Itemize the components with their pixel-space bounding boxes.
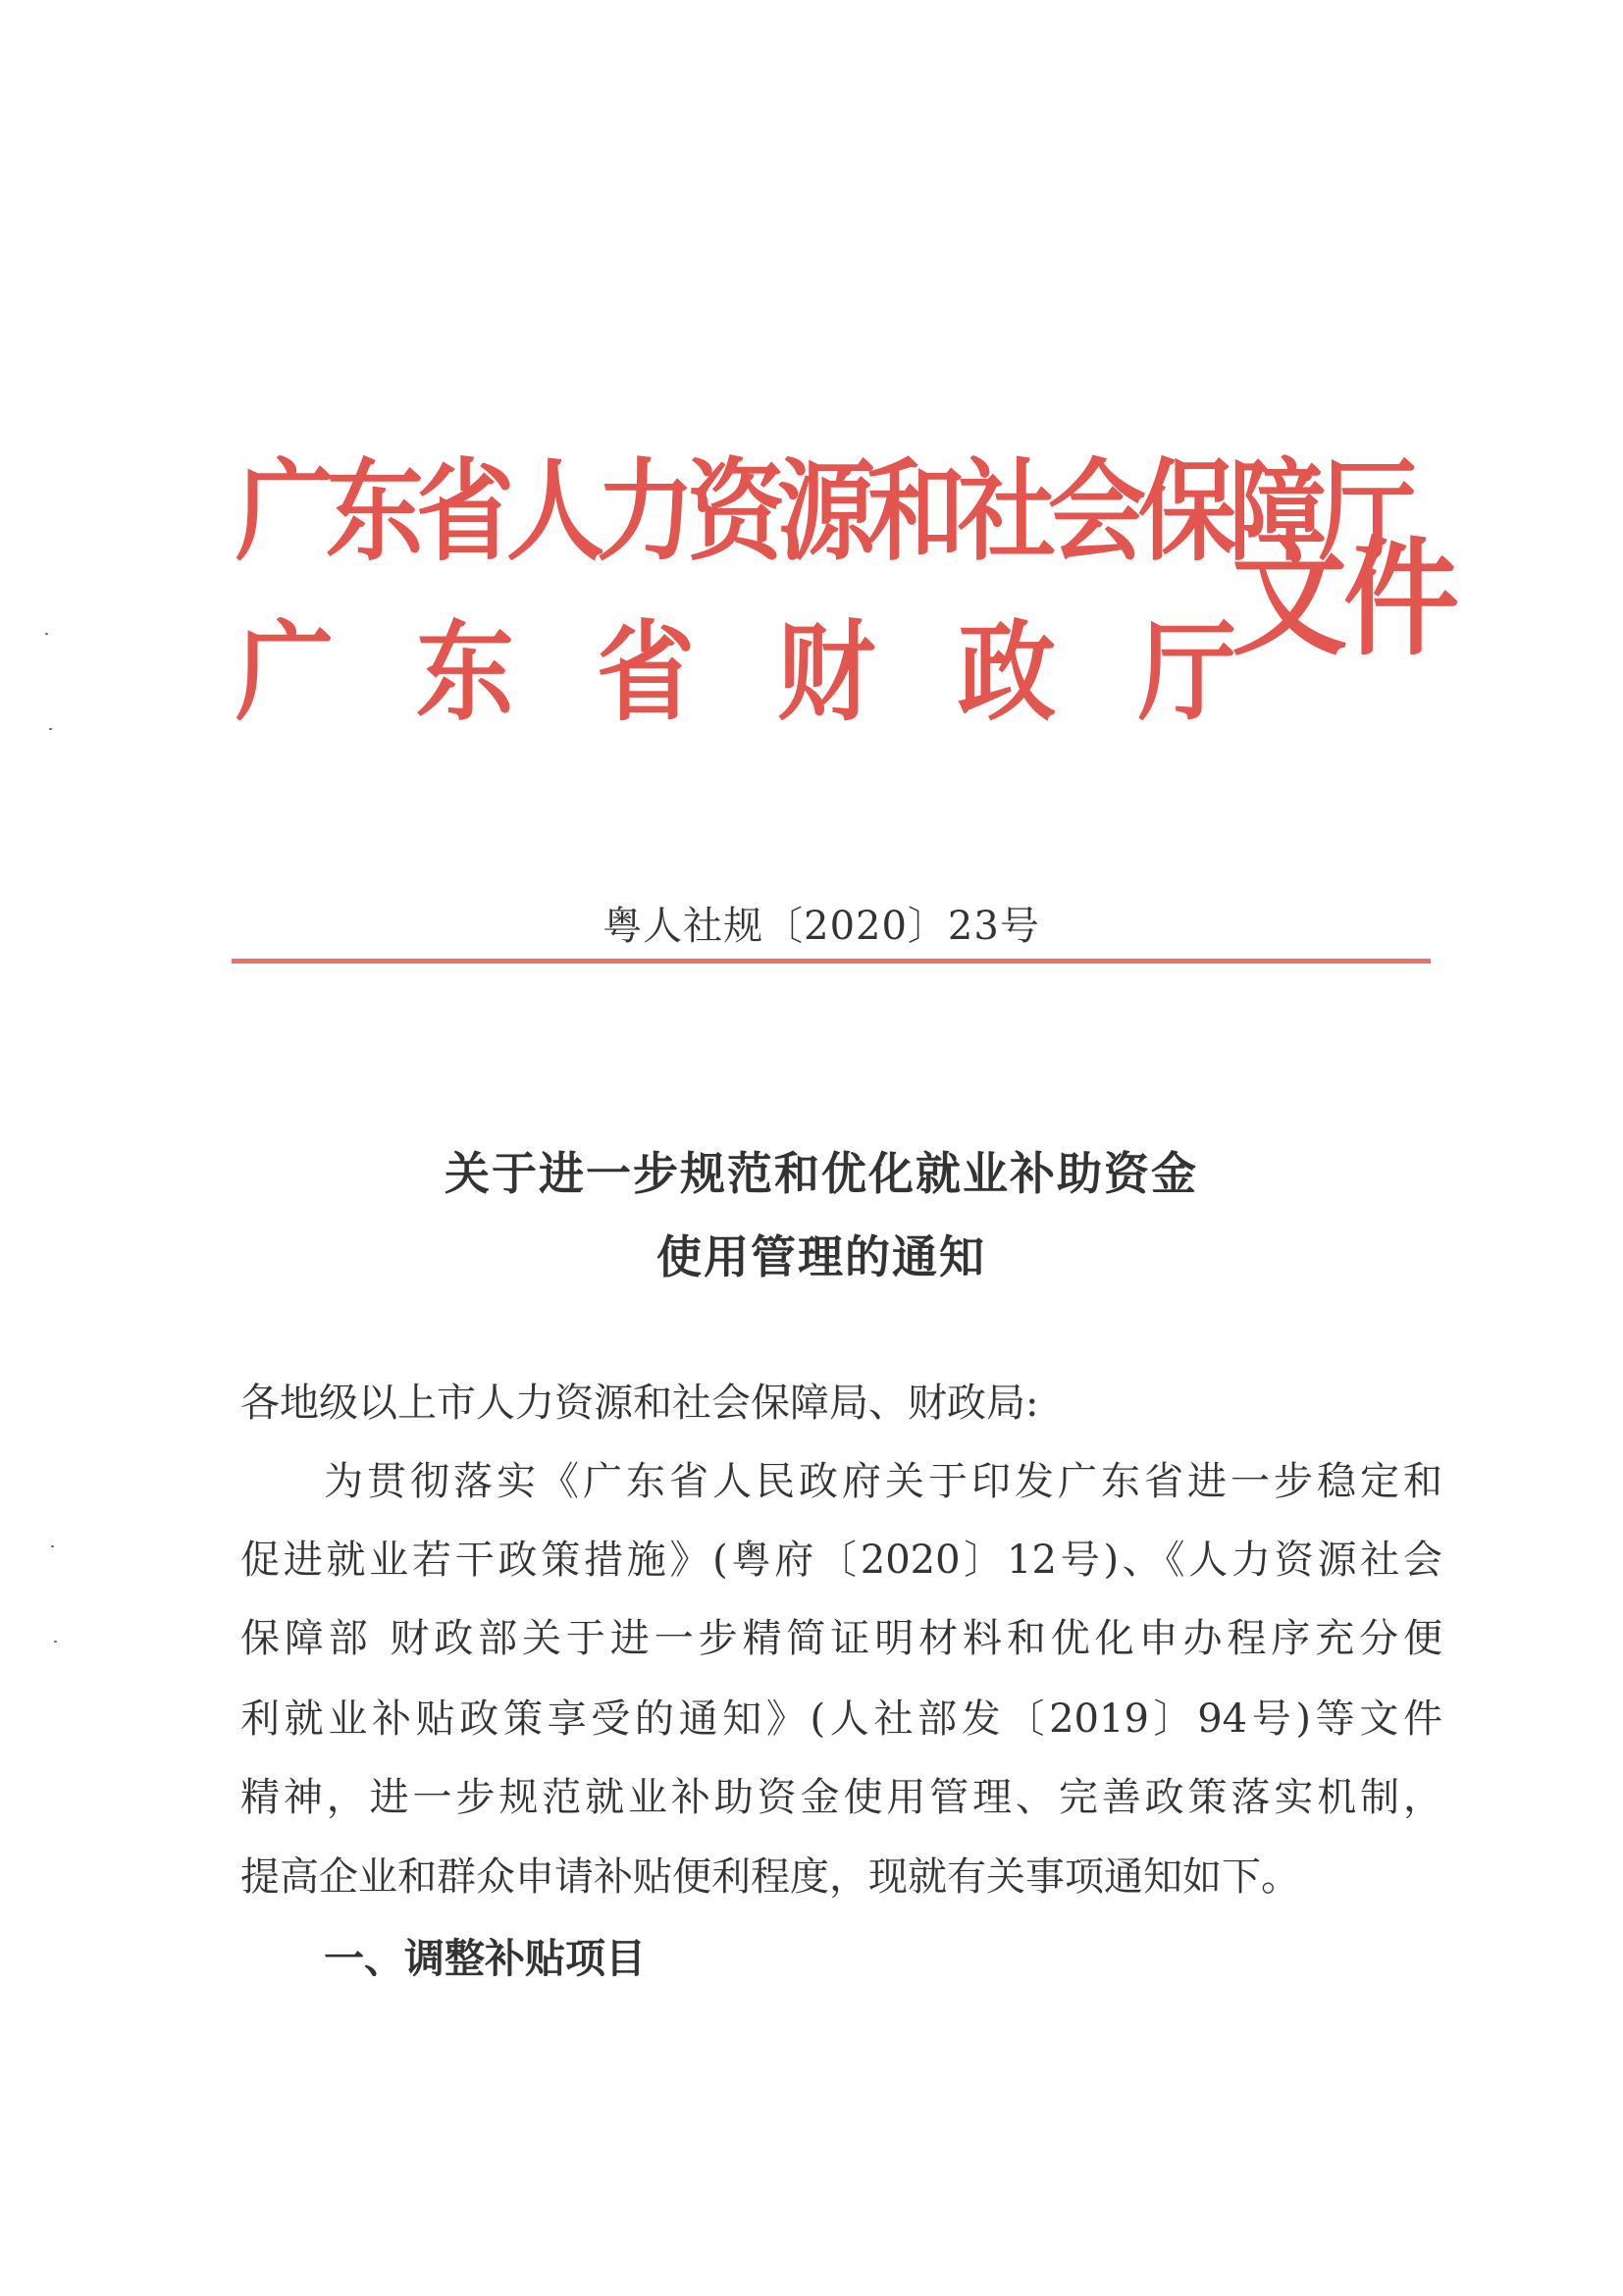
- paragraph-line: 为贯彻落实《广东省人民政府关于印发广东省进一步稳定和: [324, 1459, 1442, 1504]
- document-title-line-2: 使用管理的通知: [656, 1230, 986, 1283]
- scan-speck: [49, 728, 52, 730]
- paragraph-line: 保障部 财政部关于进一步精简证明材料和优化申办程序充分便: [240, 1616, 1442, 1661]
- paragraph-line: 提高企业和群众申请补贴便利程度，现就有关事项通知如下。: [240, 1854, 1300, 1900]
- document-type-label: 文件: [1231, 522, 1456, 673]
- document-title-line-1: 关于进一步规范和优化就业补助资金: [445, 1147, 1198, 1200]
- paragraph-line: 促进就业若干政策措施》(粤府〔2020〕12号)、《人力资源社会: [240, 1538, 1442, 1583]
- salutation: 各地级以上市人力资源和社会保障局、财政局:: [240, 1381, 1039, 1426]
- scan-speck: [54, 1641, 57, 1643]
- section-heading: 一、调整补贴项目: [324, 1935, 646, 1982]
- scan-speck: [51, 1545, 54, 1547]
- red-separator-rule: [232, 959, 1431, 964]
- issuer-name-1: 广东省人力资源和社会保障厅: [236, 445, 1409, 577]
- paragraph-line: 精神，进一步规范就业补助资金使用管理、完善政策落实机制，: [240, 1775, 1442, 1820]
- scan-speck: [45, 633, 48, 635]
- issuer-name-2: 广东省财政厅: [236, 608, 1319, 736]
- document-number: 粤人社规〔2020〕23号: [602, 904, 1040, 949]
- paragraph-line: 利就业补贴政策享受的通知》(人社部发〔2019〕94号)等文件: [240, 1696, 1442, 1742]
- document-masthead: [236, 445, 1462, 760]
